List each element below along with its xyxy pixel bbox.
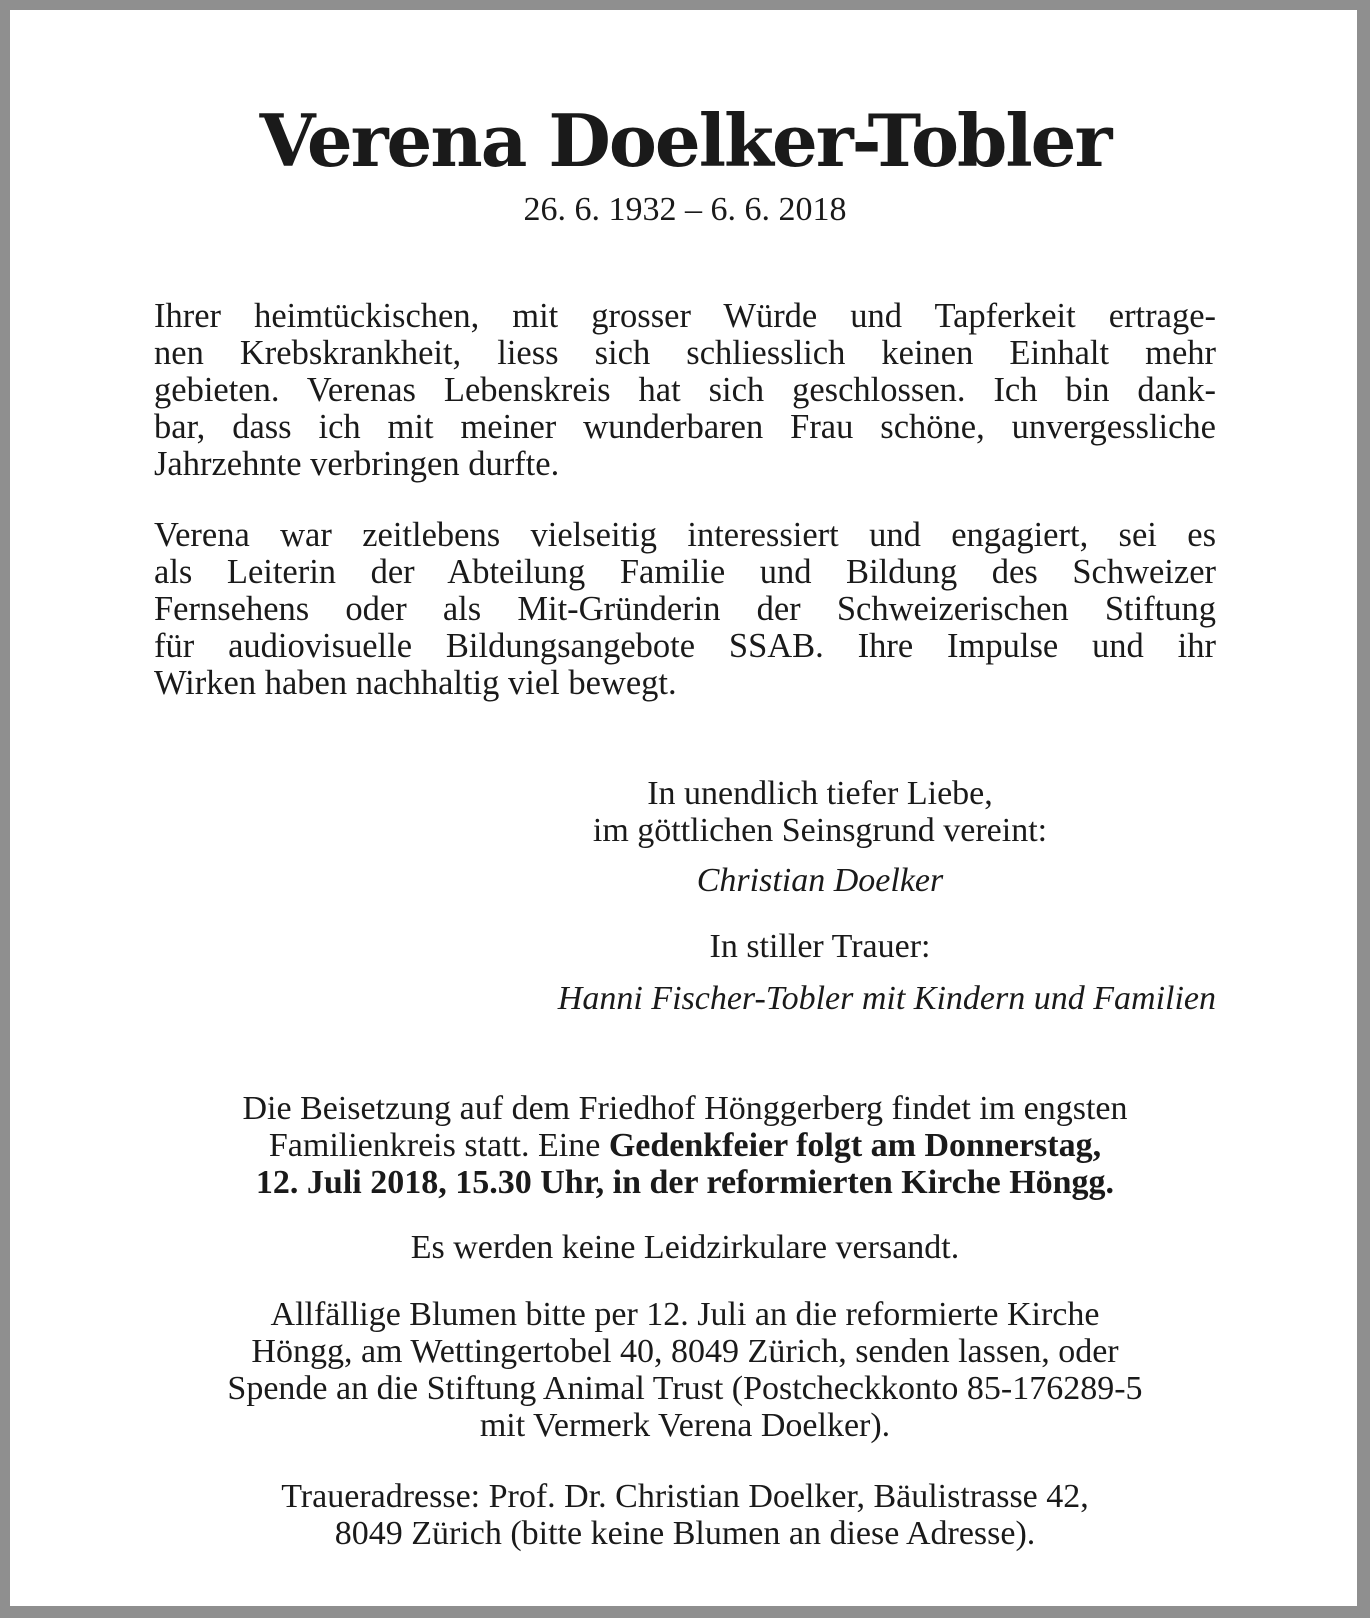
- flowers-line: Allfällige Blumen bitte per 12. Juli an die reformierte Kirche: [270, 1296, 1100, 1333]
- burial-line-2-bold: Gedenkfeier folgt am Donnerstag,: [608, 1127, 1102, 1164]
- address-line: 8049 Zürich (bitte keine Blumen an diese Adresse).: [334, 1515, 1036, 1552]
- paragraph-line: Ihrer heimtückischen, mit grosser Würde und Tapferkeit ertrage-: [154, 297, 1216, 335]
- mourning-line: In stiller Trauer:: [709, 928, 931, 965]
- paragraph-line: für audiovisuelle Bildungsangebote SSAB. Ihre Impulse und ihr: [154, 627, 1216, 665]
- deceased-name: Verena Doelker-Tobler: [259, 98, 1111, 183]
- flowers-line: mit Vermerk Verena Doelker).: [479, 1407, 891, 1444]
- paragraph-line: bar, dass ich mit meiner wunderbaren Frau schöne, unvergessliche: [154, 408, 1216, 446]
- paragraph-line: nen Krebskrankheit, liess sich schliesslich keinen Einhalt mehr: [154, 334, 1216, 372]
- no-circulars-line: Es werden keine Leidzirkulare versandt.: [410, 1229, 960, 1266]
- love-line-2: im göttlichen Seinsgrund vereint:: [592, 812, 1048, 849]
- paragraph-line: Fernsehens oder als Mit-Gründerin der Schweizerischen Stiftung: [154, 590, 1216, 628]
- burial-line-2-regular: Familienkreis statt. Eine: [268, 1127, 609, 1164]
- flowers-line: Höngg, am Wettingertobel 40, 8049 Zürich, senden lassen, oder: [251, 1333, 1119, 1370]
- paragraph-career: [154, 517, 1216, 702]
- love-line-1: In unendlich tiefer Liebe,: [647, 775, 993, 812]
- love-signer: Christian Doelker: [696, 862, 944, 899]
- love-dedication: [560, 775, 1080, 849]
- paragraph-line: Jahrzehnte verbringen durfte.: [154, 445, 560, 483]
- paragraph-line: gebieten. Verenas Lebenskreis hat sich geschlossen. Ich bin dank-: [154, 371, 1216, 409]
- address-line: Traueradresse: Prof. Dr. Christian Doelker, Bäulistrasse 42,: [281, 1478, 1089, 1515]
- paragraph-illness: [154, 298, 1216, 483]
- burial-line-1: Die Beisetzung auf dem Friedhof Hönggerberg findet im engsten: [242, 1090, 1128, 1127]
- paragraph-line: als Leiterin der Abteilung Familie und Bildung des Schweizer: [154, 553, 1216, 591]
- flowers-line: Spende an die Stiftung Animal Trust (Postcheckkonto 85-176289-5: [227, 1370, 1143, 1407]
- paragraph-line: Verena war zeitlebens vielseitig interessiert und engagiert, sei es: [154, 516, 1216, 554]
- mourning-signer: Hanni Fischer-Tobler mit Kindern und Familien: [557, 980, 1216, 1017]
- burial-info: [120, 1090, 1250, 1201]
- paragraph-line: Wirken haben nachhaltig viel bewegt.: [154, 664, 677, 702]
- flowers-note: [120, 1296, 1250, 1444]
- life-dates: 26. 6. 1932 – 6. 6. 2018: [523, 191, 847, 228]
- burial-line-2: [120, 1127, 1250, 1164]
- no-circulars-note: [120, 1229, 1250, 1266]
- burial-line-3: 12. Juli 2018, 15.30 Uhr, in der reformierten Kirche Höngg.: [255, 1164, 1115, 1201]
- mourning-address: [120, 1478, 1250, 1552]
